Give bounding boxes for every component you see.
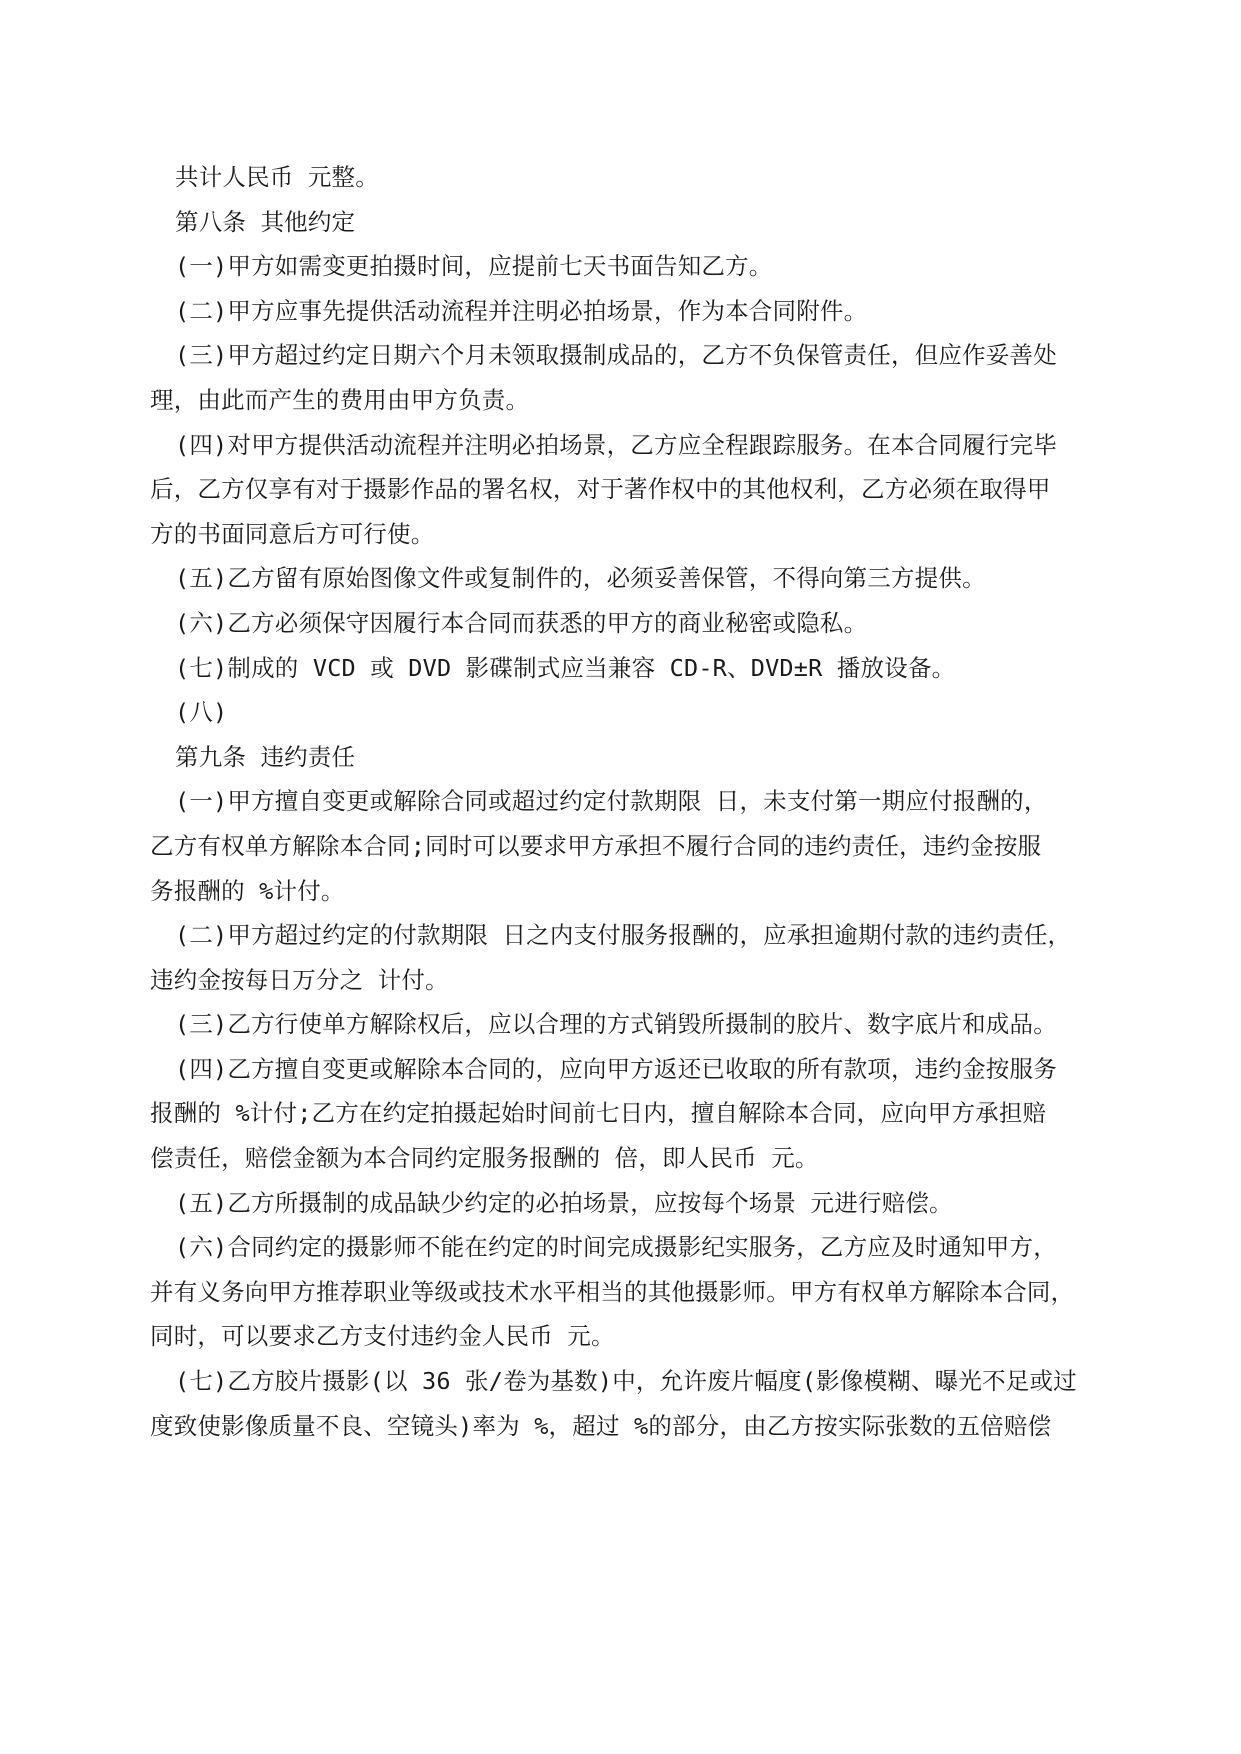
section-heading-article-9: 第九条 违约责任 — [175, 742, 356, 771]
text-line: 报酬的 %计付;乙方在约定拍摄起始时间前七日内，擅自解除本合同，应向甲方承担赔 — [150, 1099, 1047, 1128]
text-line: (四)乙方擅自变更或解除本合同的，应向甲方返还已收取的所有款项，违约金按服务 — [175, 1054, 1057, 1083]
text-line: (六)合同约定的摄影师不能在约定的时间完成摄影纪实服务，乙方应及时通知甲方， — [175, 1233, 1057, 1262]
text-line: (四)对甲方提供活动流程并注明必拍场景，乙方应全程跟踪服务。在本合同履行完毕 — [175, 430, 1057, 459]
text-line: (六)乙方必须保守因履行本合同而获悉的甲方的商业秘密或隐私。 — [175, 608, 868, 637]
text-line: (二)甲方应事先提供活动流程并注明必拍场景，作为本合同附件。 — [175, 296, 868, 325]
text-line: 理，由此而产生的费用由甲方负责。 — [150, 385, 530, 414]
text-line: (一)甲方如需变更拍摄时间，应提前七天书面告知乙方。 — [175, 252, 773, 281]
text-line: (一)甲方擅自变更或解除合同或超过约定付款期限 日，未支付第一期应付报酬的， — [175, 787, 1048, 816]
text-line: (二)甲方超过约定的付款期限 日之内支付服务报酬的，应承担逾期付款的违约责任， — [175, 921, 1072, 950]
text-line: (三)乙方行使单方解除权后，应以合理的方式销毁所摄制的胶片、数字底片和成品。 — [175, 1010, 1057, 1039]
section-heading-article-8: 第八条 其他约定 — [175, 207, 356, 236]
text-line: (七)乙方胶片摄影(以 36 张/卷为基数)中，允许废片幅度(影像模糊、曝光不足或过 — [175, 1367, 1077, 1396]
text-line: (五)乙方所摄制的成品缺少约定的必拍场景，应按每个场景 元进行赔偿。 — [175, 1188, 953, 1217]
document-body — [150, 155, 1095, 1448]
text-line: 度致使影像质量不良、空镜头)率为 %，超过 %的部分，由乙方按实际张数的五倍赔偿 — [150, 1411, 1052, 1440]
text-line: 并有义务向甲方推荐职业等级或技术水平相当的其他摄影师。甲方有权单方解除本合同， — [150, 1277, 1075, 1306]
text-line: 后，乙方仅享有对于摄影作品的署名权，对于著作权中的其他权利，乙方必须在取得甲 — [150, 475, 1051, 504]
text-line: 偿责任，赔偿金额为本合同约定服务报酬的 倍，即人民币 元。 — [150, 1144, 819, 1173]
text-line: 共计人民币 元整。 — [175, 163, 379, 191]
text-line: (三)甲方超过约定日期六个月未领取摄制成品的，乙方不负保管责任，但应作妥善处 — [175, 341, 1057, 370]
text-line: 同时，可以要求乙方支付违约金人民币 元。 — [150, 1322, 615, 1351]
text-line: 乙方有权单方解除本合同;同时可以要求甲方承担不履行合同的违约责任，违约金按服 — [150, 831, 1042, 860]
text-line: (五)乙方留有原始图像文件或复制件的，必须妥善保管，不得向第三方提供。 — [175, 564, 986, 593]
text-line: 方的书面同意后方可行使。 — [150, 519, 435, 548]
text-line: 务报酬的 %计付。 — [150, 876, 345, 905]
text-line: 违约金按每日万分之 计付。 — [150, 965, 449, 994]
text-line: (八) — [175, 698, 228, 727]
text-line: (七)制成的 VCD 或 DVD 影碟制式应当兼容 CD-R、DVD±R 播放设备。 — [175, 653, 956, 682]
